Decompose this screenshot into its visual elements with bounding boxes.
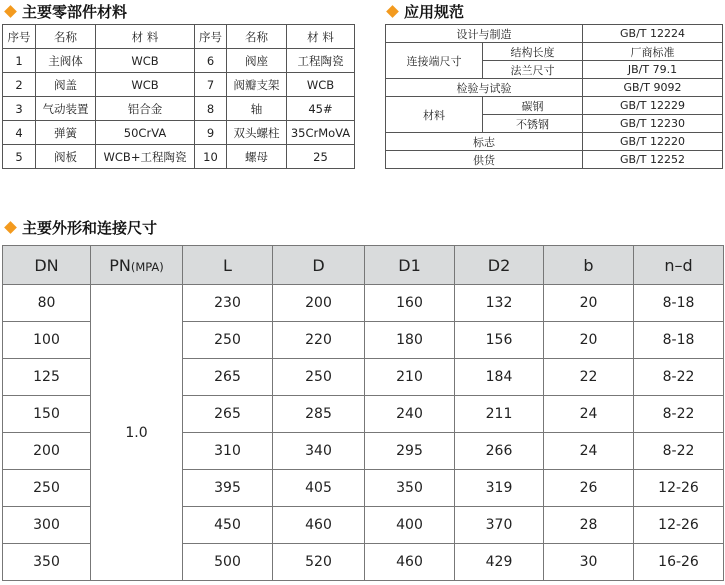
spec-standard: JB/T 79.1 — [583, 61, 723, 79]
spec-label: 标志 — [386, 133, 583, 151]
col-header-d2: D2 — [455, 246, 544, 285]
table-cell: 8-18 — [634, 322, 724, 359]
col-header: 材 料 — [96, 25, 195, 49]
table-cell: 12-26 — [634, 470, 724, 507]
table-cell: WCB — [287, 73, 355, 97]
table-cell: 132 — [455, 285, 544, 322]
spec-standard: GB/T 12229 — [583, 97, 723, 115]
table-cell: 350 — [365, 470, 455, 507]
table-cell: 7 — [195, 73, 227, 97]
table-cell: 35CrMoVA — [287, 121, 355, 145]
table-cell: 8-22 — [634, 396, 724, 433]
table-row — [3, 145, 355, 169]
col-header-d1: D1 — [365, 246, 455, 285]
table-cell: 10 — [195, 145, 227, 169]
col-header-dn: DN — [3, 246, 91, 285]
table-cell: 100 — [3, 322, 91, 359]
table-cell: 460 — [365, 544, 455, 581]
col-header-b: b — [544, 246, 634, 285]
table-cell: 210 — [365, 359, 455, 396]
spec-label: 不锈钢 — [483, 115, 583, 133]
pn-value-cell: 1.0 — [91, 285, 183, 581]
table-cell: 45# — [287, 97, 355, 121]
table-cell: 220 — [273, 322, 365, 359]
table-cell: 24 — [544, 396, 634, 433]
table-cell: 1 — [3, 49, 36, 73]
table-cell: 184 — [455, 359, 544, 396]
table-cell: 16-26 — [634, 544, 724, 581]
spec-row-structure-length — [386, 43, 723, 61]
col-header: 序号 — [195, 25, 227, 49]
spec-standard: GB/T 12224 — [583, 25, 723, 43]
table-row — [3, 121, 355, 145]
col-header-pn — [91, 246, 183, 285]
diamond-bullet-icon — [386, 5, 399, 18]
spec-row-marking — [386, 133, 723, 151]
table-cell: 3 — [3, 97, 36, 121]
spec-label: 结构长度 — [483, 43, 583, 61]
spec-label: 碳钢 — [483, 97, 583, 115]
spec-row-carbon-steel — [386, 97, 723, 115]
table-cell: 450 — [183, 507, 273, 544]
table-cell: 主阀体 — [36, 49, 96, 73]
table-cell: 8 — [195, 97, 227, 121]
spec-label: 设计与制造 — [386, 25, 583, 43]
table-cell: 160 — [365, 285, 455, 322]
table-cell: 180 — [365, 322, 455, 359]
table-cell: 295 — [365, 433, 455, 470]
table-cell: 211 — [455, 396, 544, 433]
table-cell: 4 — [3, 121, 36, 145]
table-cell: 阀瓣支架 — [227, 73, 287, 97]
table-cell: 双头螺柱 — [227, 121, 287, 145]
spec-label: 检验与试验 — [386, 79, 583, 97]
parts-table — [2, 24, 355, 169]
parts-header-row — [3, 25, 355, 49]
table-row — [3, 49, 355, 73]
table-cell: 156 — [455, 322, 544, 359]
dimensions-table — [2, 245, 724, 581]
table-cell: 340 — [273, 433, 365, 470]
table-cell: WCB+工程陶瓷 — [96, 145, 195, 169]
table-cell: 250 — [273, 359, 365, 396]
table-cell: 20 — [544, 322, 634, 359]
table-cell: 弹簧 — [36, 121, 96, 145]
table-cell: 25 — [287, 145, 355, 169]
table-cell: 125 — [3, 359, 91, 396]
table-cell: 370 — [455, 507, 544, 544]
table-cell: 30 — [544, 544, 634, 581]
table-cell: 2 — [3, 73, 36, 97]
spec-standard: 厂商标准 — [583, 43, 723, 61]
spec-row-supply — [386, 151, 723, 169]
table-cell: 285 — [273, 396, 365, 433]
spec-group-label: 材料 — [386, 97, 483, 133]
table-cell: 气动装置 — [36, 97, 96, 121]
table-cell: 520 — [273, 544, 365, 581]
table-cell: WCB — [96, 73, 195, 97]
table-cell: 310 — [183, 433, 273, 470]
table-cell: 350 — [3, 544, 91, 581]
pn-label: PN — [109, 255, 131, 275]
spec-group-label: 连接端尺寸 — [386, 43, 483, 79]
table-cell: 22 — [544, 359, 634, 396]
table-cell: 铝合金 — [96, 97, 195, 121]
table-row — [3, 97, 355, 121]
pn-unit: (MPA) — [130, 259, 164, 274]
col-header-l: L — [183, 246, 273, 285]
specs-title: 应用规范 — [404, 3, 465, 21]
parts-heading — [6, 1, 127, 22]
diamond-bullet-icon — [4, 221, 17, 234]
spec-standard: GB/T 12230 — [583, 115, 723, 133]
table-cell: 26 — [544, 470, 634, 507]
table-cell: 405 — [273, 470, 365, 507]
table-cell: 工程陶瓷 — [287, 49, 355, 73]
table-cell: 螺母 — [227, 145, 287, 169]
table-cell: 8-22 — [634, 433, 724, 470]
table-cell: 轴 — [227, 97, 287, 121]
table-cell: 9 — [195, 121, 227, 145]
col-header: 名称 — [36, 25, 96, 49]
table-cell: 230 — [183, 285, 273, 322]
table-cell: 阀座 — [227, 49, 287, 73]
table-cell: 460 — [273, 507, 365, 544]
dims-heading — [6, 217, 157, 238]
table-cell: 阀板 — [36, 145, 96, 169]
col-header: 材 料 — [287, 25, 355, 49]
table-cell: 24 — [544, 433, 634, 470]
spec-row-design — [386, 25, 723, 43]
table-cell: 5 — [3, 145, 36, 169]
table-cell: 250 — [183, 322, 273, 359]
col-header-d: D — [273, 246, 365, 285]
table-cell: WCB — [96, 49, 195, 73]
dims-title: 主要外形和连接尺寸 — [22, 219, 158, 237]
spec-label: 供货 — [386, 151, 583, 169]
table-cell: 266 — [455, 433, 544, 470]
table-cell: 阀盖 — [36, 73, 96, 97]
table-cell: 240 — [365, 396, 455, 433]
dims-header-row — [3, 246, 724, 285]
table-cell: 20 — [544, 285, 634, 322]
col-header: 序号 — [3, 25, 36, 49]
table-cell: 50CrVA — [96, 121, 195, 145]
diamond-bullet-icon — [4, 5, 17, 18]
table-row — [3, 73, 355, 97]
table-cell: 6 — [195, 49, 227, 73]
table-cell: 200 — [273, 285, 365, 322]
table-cell: 8-18 — [634, 285, 724, 322]
table-cell: 150 — [3, 396, 91, 433]
spec-standard: GB/T 9092 — [583, 79, 723, 97]
table-cell: 300 — [3, 507, 91, 544]
col-header: 名称 — [227, 25, 287, 49]
parts-title: 主要零部件材料 — [22, 3, 128, 21]
table-cell: 12-26 — [634, 507, 724, 544]
table-cell: 395 — [183, 470, 273, 507]
specs-heading — [388, 1, 464, 22]
table-cell: 265 — [183, 396, 273, 433]
table-cell: 319 — [455, 470, 544, 507]
table-cell: 429 — [455, 544, 544, 581]
table-cell: 250 — [3, 470, 91, 507]
table-cell: 265 — [183, 359, 273, 396]
table-cell: 8-22 — [634, 359, 724, 396]
specs-table — [385, 24, 723, 169]
table-cell: 400 — [365, 507, 455, 544]
spec-row-inspection — [386, 79, 723, 97]
spec-standard: GB/T 12252 — [583, 151, 723, 169]
table-cell: 80 — [3, 285, 91, 322]
spec-label: 法兰尺寸 — [483, 61, 583, 79]
col-header-nd: n–d — [634, 246, 724, 285]
table-row — [3, 285, 724, 322]
table-cell: 500 — [183, 544, 273, 581]
table-cell: 28 — [544, 507, 634, 544]
spec-standard: GB/T 12220 — [583, 133, 723, 151]
table-cell: 200 — [3, 433, 91, 470]
